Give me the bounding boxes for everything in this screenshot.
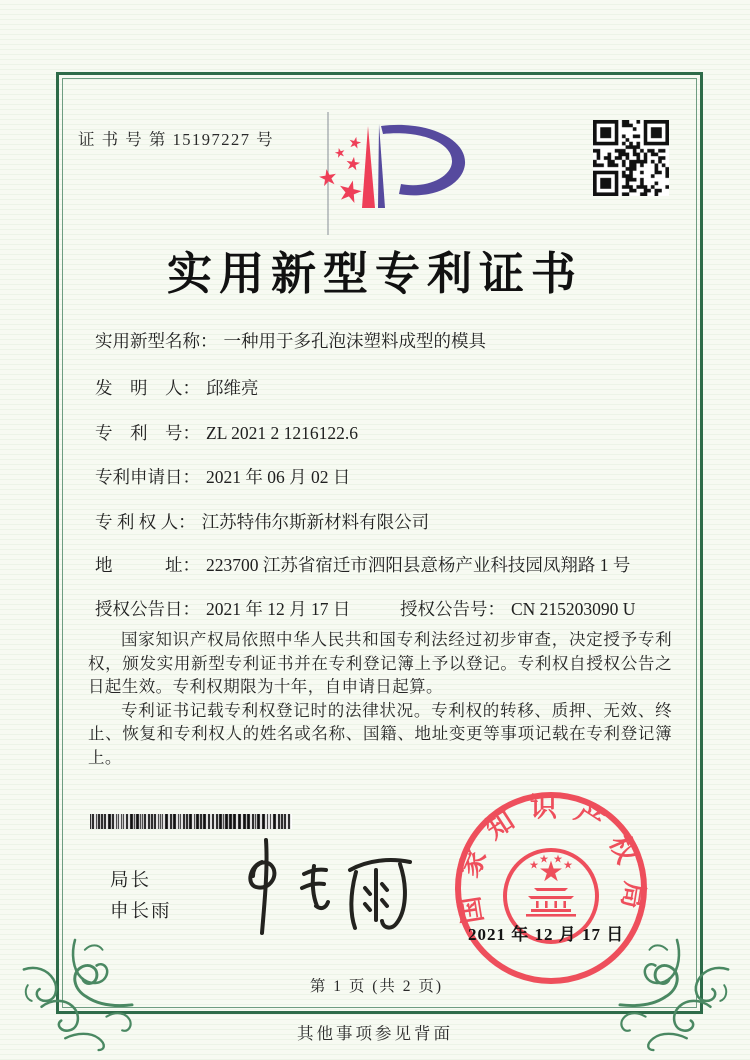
legal-text-block bbox=[88, 628, 672, 769]
back-side-note: 其他事项参见背面 bbox=[297, 1024, 453, 1043]
field-label: 授权公告日： bbox=[95, 599, 200, 619]
corner-scroll-ornament-right-icon bbox=[618, 936, 736, 1054]
director-name: 申长雨 bbox=[110, 902, 172, 922]
register-statement-paragraph: 专利证书记载专利权登记时的法律状况。专利权的转移、质押、无效、终止、恢复和专利权人的姓名或名称、国籍、地址变更等事项记载在专利登记簿上。 bbox=[88, 700, 672, 767]
cnipa-patent-logo-icon bbox=[315, 112, 475, 237]
page-number: 第 1 页 (共 2 页) bbox=[309, 978, 444, 995]
grant-statement-paragraph: 国家知识产权局依照中华人民共和国专利法经过初步审查，决定授予专利权，颁发实用新型专利证书并在专利登记簿上予以登记。专利权自授权公告之日起生效。专利权期限为十年，自申请日起算。 bbox=[88, 630, 672, 696]
field-row-grant bbox=[95, 596, 685, 621]
field-row-address bbox=[95, 552, 685, 577]
seal-date: 2021 年 12 月 17 日 bbox=[468, 925, 625, 944]
field-value: 2021 年 06 月 02 日 bbox=[206, 467, 351, 487]
certificate-title: 实用新型专利证书 bbox=[166, 249, 583, 299]
field-grant-number bbox=[400, 596, 635, 621]
field-row-patent-number bbox=[95, 420, 685, 445]
field-label: 发 明 人： bbox=[95, 378, 200, 398]
field-row-inventor bbox=[95, 375, 685, 400]
field-value: 邱维亮 bbox=[206, 378, 259, 398]
field-value: 223700 江苏省宿迁市泗阳县意杨产业科技园凤翔路 1 号 bbox=[206, 555, 631, 575]
qr-code-icon bbox=[593, 120, 669, 196]
seal-ring-text: 国家知识产权局 bbox=[451, 792, 651, 926]
director-title: 局长 bbox=[110, 871, 152, 891]
corner-scroll-ornament-left-icon bbox=[16, 936, 134, 1054]
field-row-utility-model-name bbox=[95, 328, 685, 353]
field-value: ZL 2021 2 1216122.6 bbox=[206, 423, 358, 443]
field-row-filing-date bbox=[95, 464, 685, 489]
field-value: 江苏特伟尔斯新材料有限公司 bbox=[201, 512, 430, 532]
field-value: 一种用于多孔泡沫塑料成型的模具 bbox=[223, 331, 486, 351]
field-label: 专利申请日： bbox=[95, 467, 200, 487]
svg-text:国家知识产权局 bbox=[452, 793, 650, 926]
field-label: 地 址： bbox=[95, 555, 200, 575]
field-row-patentee bbox=[95, 509, 685, 534]
certificate-number: 证 书 号 第 15197227 号 bbox=[78, 130, 275, 149]
field-label: 实用新型名称： bbox=[95, 331, 218, 351]
field-label: 专 利 号： bbox=[95, 423, 200, 443]
director-signature bbox=[222, 836, 432, 936]
field-value: 2021 年 12 月 17 日 bbox=[206, 599, 351, 619]
field-label: 授权公告号： bbox=[400, 599, 505, 619]
field-value: CN 215203090 U bbox=[511, 599, 636, 619]
barcode-icon bbox=[90, 814, 292, 829]
field-label: 专 利 权 人： bbox=[95, 512, 196, 532]
